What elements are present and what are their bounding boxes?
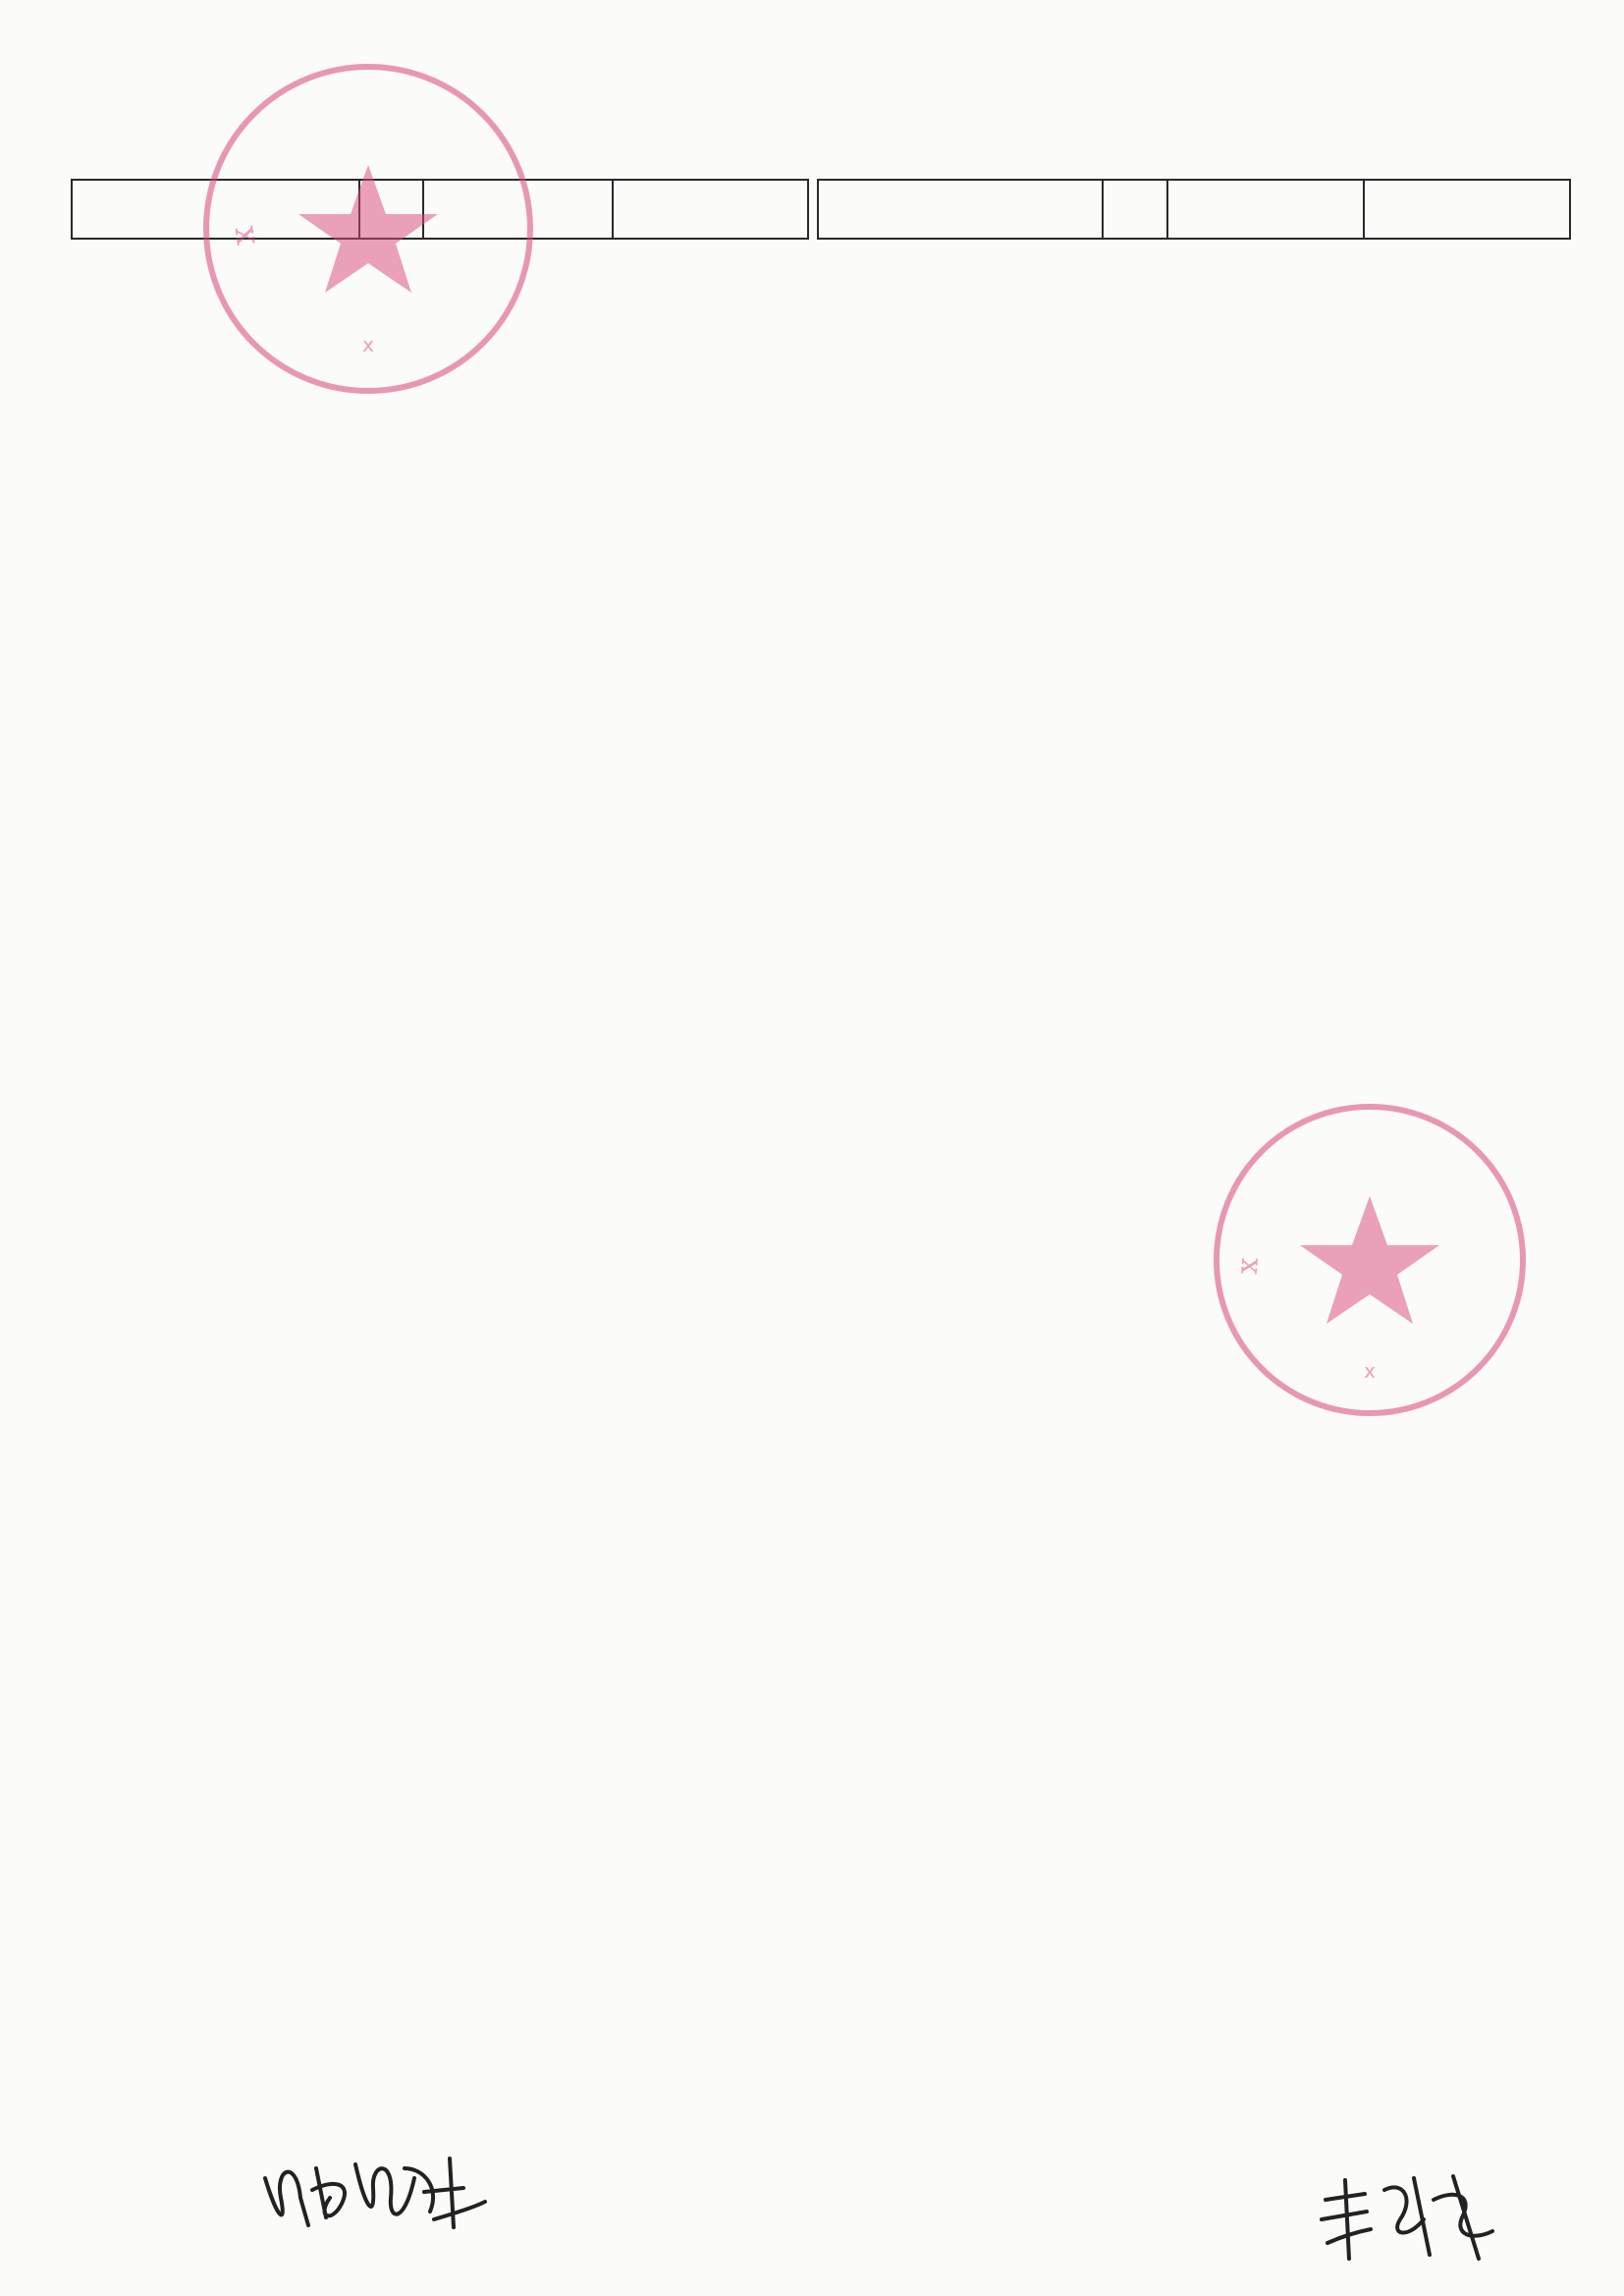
income-table-right [817,179,1571,240]
col-header-seq [1103,180,1167,239]
unit-head-signature [257,2139,493,2237]
col-header-seq [359,180,423,239]
col-header-period [423,180,613,239]
col-header-item [72,180,359,239]
svg-text:x: x [1229,1255,1266,1276]
table-header-row [818,180,1570,239]
col-header-ytd [613,180,808,239]
col-header-item [818,180,1103,239]
preparer-signature [1306,2160,1502,2269]
svg-text:x: x [1364,1359,1376,1383]
col-header-ytd [1364,180,1570,239]
svg-text:x: x [362,333,374,356]
income-detail-sheet [71,179,1569,2113]
table-header-row [72,180,808,239]
col-header-period [1167,180,1364,239]
svg-text:x: x [221,221,264,248]
income-table-left [71,179,809,240]
